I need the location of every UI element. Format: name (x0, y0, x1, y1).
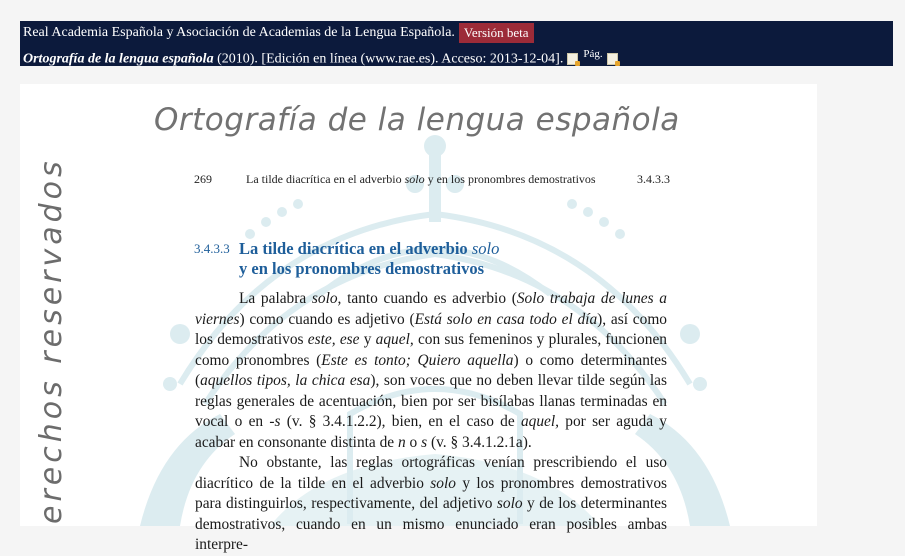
running-section-number: 3.4.3.3 (637, 172, 670, 186)
text-run: Solo trabaja de lunes a viernes (195, 290, 667, 328)
text-run: solo (430, 474, 456, 492)
previous-page-icon[interactable] (567, 53, 578, 65)
text-run: aquel, (520, 413, 560, 430)
document-page (20, 84, 817, 553)
text-run: aquellos tipos, la chica esa (200, 372, 371, 389)
page-number: 269 (194, 172, 212, 186)
text-run: y los pronombres demostrativos para distinguirlos, respectivamente, del adjetivo (195, 474, 667, 512)
beta-badge: Versión beta (459, 23, 534, 43)
citation-details: (2010). [Edición en línea (www.rae.es). Acceso: 2013-12-04]. (213, 51, 564, 67)
citation-header (20, 21, 893, 66)
text-run: n (398, 433, 406, 451)
next-page-icon[interactable] (607, 53, 618, 65)
text-run: solo (496, 495, 523, 512)
text-run: s (274, 413, 281, 430)
running-title: La tilde diacrítica en el adverbio solo y en los pronombres demostrativos (246, 172, 596, 186)
rights-reserved-watermark: erechos reservados (34, 157, 69, 524)
text-run: aquel, (375, 331, 414, 348)
text-run: y de los determinantes demostrativos, cuando en un mismo enunciado eran posibles ambas interpre- (195, 495, 667, 553)
section-title-line-1: La tilde diacrítica en el adverbio solo (239, 239, 500, 258)
text-run: La palabra (239, 290, 312, 307)
watermark-title: Ortografía de la lengua española (154, 102, 680, 138)
citation-line-1 (23, 24, 534, 43)
text-run: con sus femeninos y plurales, funcionen como pronombres ( (195, 331, 667, 369)
text-run: (v. § 3.4.1.2.1a). (427, 433, 532, 451)
text-run: tanto cuando es adverbio ( (341, 290, 517, 307)
text-run: ) o como determinantes ( (195, 351, 667, 389)
citation-line-2 (23, 45, 621, 69)
text-run: Está solo en casa todo el día (414, 310, 598, 328)
citation-title: Ortografía de la lengua española (23, 51, 214, 67)
text-run: ) como cuando es adjetivo ( (239, 310, 415, 328)
text-run: Este es tonto; Quiero aquella (321, 351, 514, 369)
paragraph-1 (195, 289, 667, 453)
text-run: solo, (311, 290, 342, 307)
section-number: 3.4.3.3 (194, 241, 230, 256)
text-run: s (421, 433, 428, 451)
paragraph-2 (195, 453, 667, 556)
text-run: No obstante, las reglas ortográficas venían prescribiendo el uso diacrítico de la tilde en el adverbio (195, 454, 667, 492)
academy-text: Real Academia Española y Asociación de Academias de la Lengua Española. (23, 25, 455, 40)
page-label: Pág. (583, 48, 603, 60)
section-title-line-2: y en los pronombres demostrativos (239, 259, 485, 278)
text-run: o (405, 433, 422, 451)
text-run: (v. § 3.4.1.2.2), bien, en el caso de (280, 413, 521, 430)
text-run: por ser aguda y acabar en consonante distinta de (195, 413, 667, 451)
body-text (195, 289, 667, 556)
text-run: y (359, 331, 376, 348)
text-run: ), son voces que no deben llevar tilde según las reglas generales de acentuación, bien por ser bisílabas llanas terminadas en vocal o en - (195, 372, 668, 430)
text-run: ), así como los demostrativos (195, 310, 667, 348)
text-run: este, ese (307, 331, 360, 348)
